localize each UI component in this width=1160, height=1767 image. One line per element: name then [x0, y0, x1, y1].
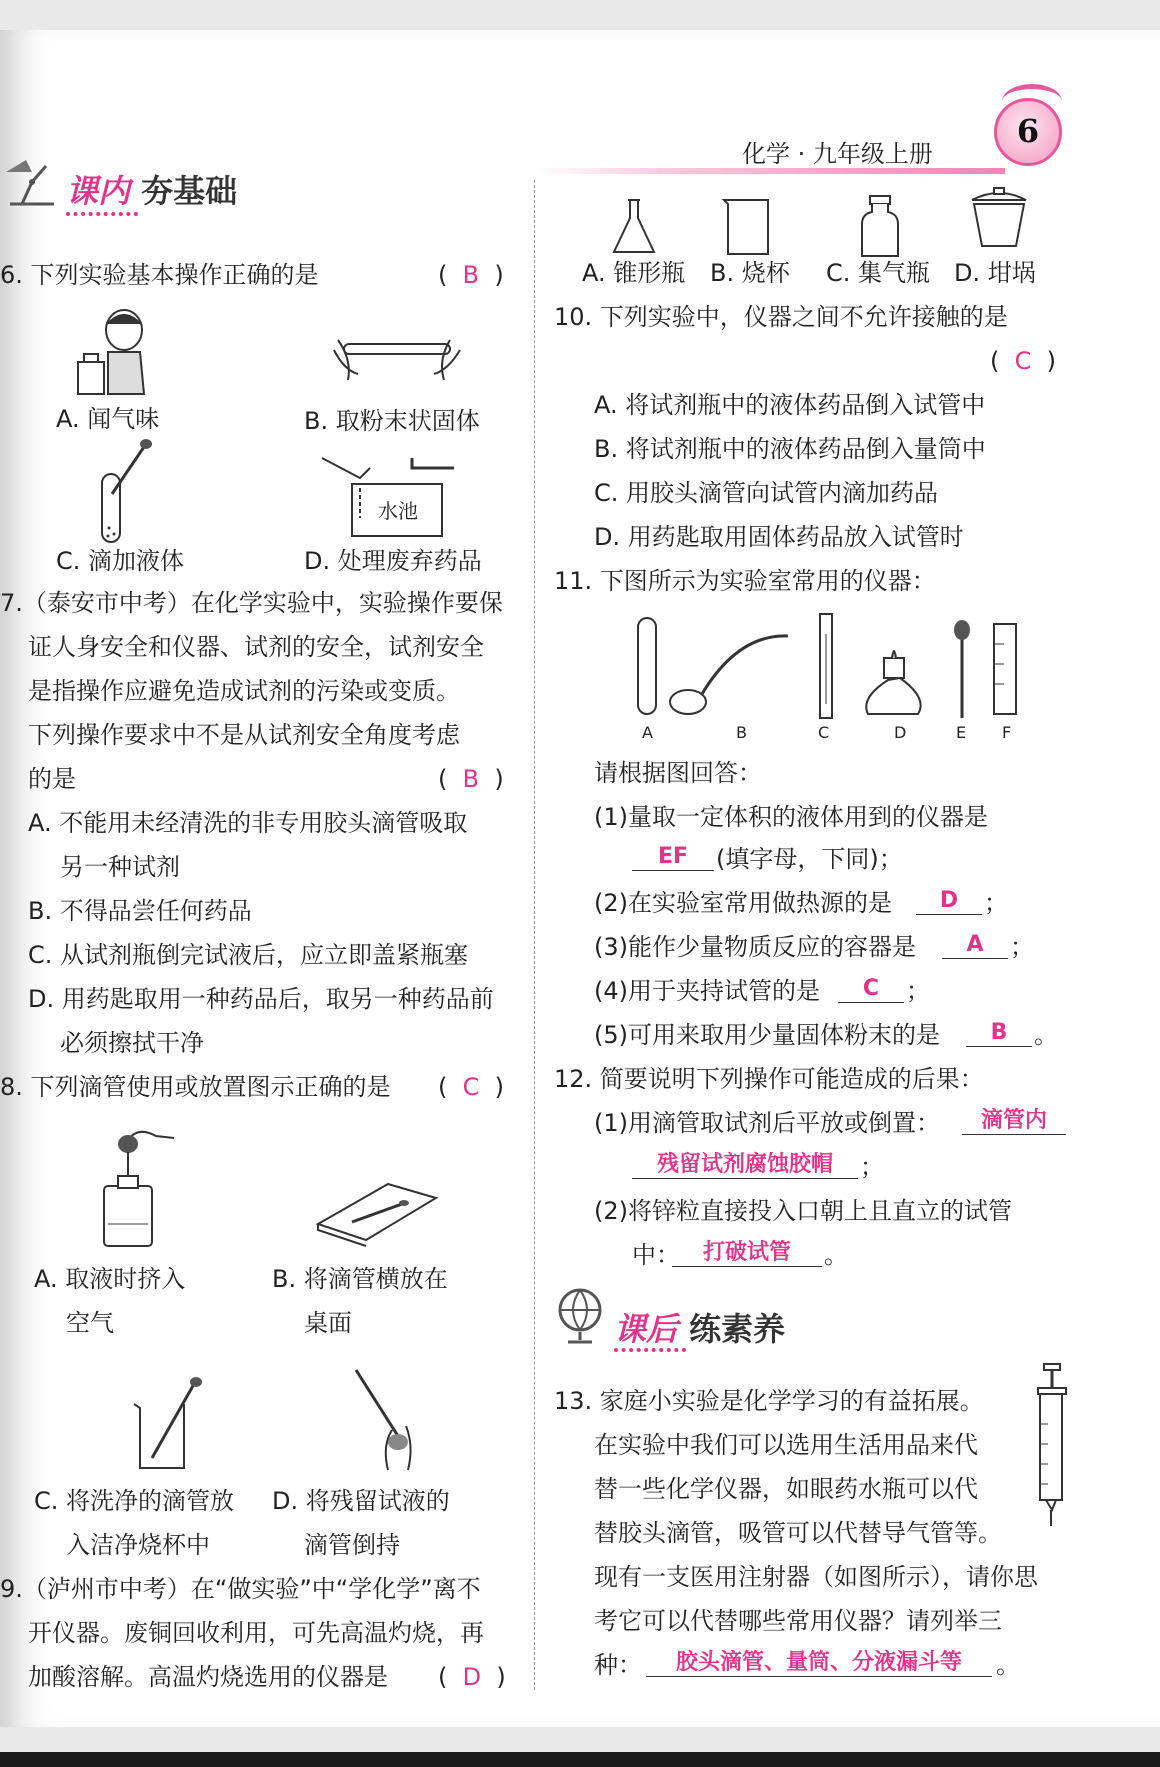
- section-after-class-dots: [614, 1348, 686, 1352]
- q7-option-a-cont: 另一种试剂: [60, 853, 180, 881]
- q8-figure-c: [132, 1374, 204, 1472]
- q10-answer: C: [1014, 347, 1032, 375]
- header-subject: 化学 · 九年级上册: [742, 140, 933, 168]
- q9-line-2: 开仪器。废铜回收利用，可先高温灼烧，再: [28, 1619, 484, 1647]
- q11-prompt: 请根据图回答：: [594, 759, 762, 787]
- q12-answer-2: 打破试管: [672, 1240, 822, 1267]
- q9-answer-bracket: ( D ): [438, 1663, 506, 1691]
- q8-option-a: A. 取液时挤入: [34, 1265, 186, 1293]
- syringe-icon: [1034, 1364, 1068, 1526]
- column-divider: [534, 180, 535, 1690]
- bottom-bar: [0, 1752, 1160, 1767]
- q11-answer-2: D: [916, 888, 982, 915]
- q8-option-b-cont: 桌面: [304, 1309, 352, 1337]
- q7-option-a: A. 不能用未经清洗的非专用胶头滴管吸取: [28, 809, 468, 837]
- q13-line-5: 现有一支医用注射器（如图所示），请你思: [594, 1563, 1038, 1591]
- q8-answer-bracket: ( C ): [438, 1073, 505, 1101]
- q13-line-1: 13. 家庭小实验是化学学习的有益拓展。: [554, 1387, 984, 1415]
- q11-instrument-figure: [628, 614, 1028, 718]
- q11-part-2-end: ；: [984, 889, 1008, 917]
- q11-part-3: (3)能作少量物质反应的容器是: [594, 933, 916, 961]
- q12-stem: 12. 简要说明下列操作可能造成的后果：: [554, 1065, 984, 1093]
- q11-fig-label-c: C: [818, 723, 830, 742]
- lamp-icon: [2, 152, 62, 212]
- q11-answer-5: B: [966, 1020, 1032, 1047]
- q9-line-3: 加酸溶解。高温灼烧选用的仪器是: [28, 1663, 388, 1691]
- q8-figure-b: [318, 1184, 436, 1240]
- q7-option-d: D. 用药匙取用一种药品后，取另一种药品前: [28, 985, 494, 1013]
- q12-answer-1b: 残留试剂腐蚀胶帽: [632, 1152, 858, 1179]
- q11-part-2: (2)在实验室常用做热源的是: [594, 889, 892, 917]
- q13-line-4: 替胶头滴管，吸管可以代替导气管等。: [594, 1519, 1002, 1547]
- q13-line-6: 考它可以代替哪些常用仪器？请列举三: [594, 1607, 1002, 1635]
- page-number: 6: [1016, 112, 1040, 150]
- q8-option-c: C. 将洗净的滴管放: [34, 1487, 235, 1515]
- q10-option-b: B. 将试剂瓶中的液体药品倒入量筒中: [594, 435, 986, 463]
- q6-option-c: C. 滴加液体: [56, 547, 185, 575]
- q9-option-a: A. 锥形瓶: [582, 259, 686, 287]
- q11-fig-label-d: D: [894, 723, 907, 742]
- globe-icon: [556, 1286, 606, 1346]
- q12-part-2-cont: 中：: [632, 1241, 680, 1269]
- worksheet-page: [0, 30, 1160, 1727]
- q11-fig-label-e: E: [956, 723, 967, 742]
- q11-fig-label-a: A: [642, 723, 653, 742]
- q9-answer: D: [462, 1663, 482, 1691]
- section-in-class-dots: [66, 212, 138, 216]
- q11-part-4: (4)用于夹持试管的是: [594, 977, 820, 1005]
- q11-part-5-end: 。: [1034, 1021, 1058, 1049]
- q9-option-c: C. 集气瓶: [826, 259, 931, 287]
- q10-option-c: C. 用胶头滴管向试管内滴加药品: [594, 479, 939, 507]
- q7-line-1: 7.（泰安市中考）在化学实验中，实验操作要保: [0, 589, 503, 617]
- q13-answer: 胶头滴管、量筒、分液漏斗等: [646, 1650, 992, 1677]
- q11-part-4-end: ；: [906, 977, 930, 1005]
- q12-part-1: (1)用滴管取试剂后平放或倒置：: [594, 1109, 940, 1137]
- q11-part-3-end: ；: [1010, 933, 1034, 961]
- q13-end: 。: [996, 1651, 1020, 1679]
- q6-option-d: D. 处理废弃药品: [304, 547, 482, 575]
- q12-part-2-end: 。: [824, 1241, 848, 1269]
- q12-part-2: (2)将锌粒直接投入口朝上且直立的试管: [594, 1197, 1012, 1225]
- q7-line-5: 的是: [28, 765, 76, 793]
- q13-line-7: 种：: [594, 1651, 642, 1679]
- q8-answer: C: [462, 1073, 480, 1101]
- q8-stem: 8. 下列滴管使用或放置图示正确的是: [0, 1073, 391, 1101]
- q8-option-c-cont: 入洁净烧杯中: [66, 1531, 210, 1559]
- q9-figure-flask: [612, 198, 656, 256]
- q6-figure-d-sink: [322, 458, 460, 538]
- q10-option-a: A. 将试剂瓶中的液体药品倒入试管中: [594, 391, 986, 419]
- q13-line-2: 在实验中我们可以选用生活用品来代: [594, 1431, 978, 1459]
- q6-option-b: B. 取粉末状固体: [304, 407, 480, 435]
- q8-option-d-cont: 滴管倒持: [304, 1531, 400, 1559]
- section-in-class-b: 夯基础: [141, 172, 238, 210]
- q7-line-2: 证人身安全和仪器、试剂的安全，试剂安全: [28, 633, 484, 661]
- q6-stem: 6. 下列实验基本操作正确的是: [0, 261, 319, 289]
- q6-figure-a-smell: [78, 306, 156, 396]
- q9-figure-beaker: [722, 198, 772, 256]
- q9-option-b: B. 烧杯: [710, 259, 790, 287]
- q9-line-1: 9.（泸州市中考）在“做实验”中“学化学”离不: [0, 1575, 481, 1603]
- q9-figure-crucible: [968, 186, 1030, 250]
- q11-answer-4: C: [838, 976, 904, 1003]
- q8-figure-a: [98, 1130, 176, 1248]
- q8-option-a-cont: 空气: [66, 1309, 114, 1337]
- q8-option-b: B. 将滴管横放在: [272, 1265, 448, 1293]
- q11-part-1: (1)量取一定体积的液体用到的仪器是: [594, 803, 988, 831]
- q7-option-c: C. 从试剂瓶倒完试液后，应立即盖紧瓶塞: [28, 941, 469, 969]
- q11-part-1-note: (填字母，下同)；: [716, 845, 903, 873]
- section-in-class-a: 课内: [66, 172, 131, 210]
- q7-option-b: B. 不得品尝任何药品: [28, 897, 252, 925]
- q11-stem: 11. 下图所示为实验室常用的仪器：: [554, 567, 936, 595]
- q7-line-3: 是指操作应避免造成试剂的污染或变质。: [28, 677, 460, 705]
- q10-answer-bracket: ( C ): [990, 347, 1057, 375]
- q8-figure-d: [352, 1366, 430, 1474]
- q12-answer-1a: 滴管内: [962, 1108, 1066, 1135]
- q11-fig-label-b: B: [736, 723, 747, 742]
- q8-option-d: D. 将残留试液的: [272, 1487, 450, 1515]
- q9-figure-gas-bottle: [860, 196, 900, 258]
- q6-answer: B: [462, 261, 480, 289]
- section-after-class-title: [614, 1304, 785, 1350]
- q13-line-3: 替一些化学仪器，如眼药水瓶可以代: [594, 1475, 978, 1503]
- q11-fig-label-f: F: [1002, 723, 1012, 742]
- q7-answer-bracket: ( B ): [438, 765, 504, 793]
- q12-part-1-end: ；: [860, 1153, 884, 1181]
- section-in-class-title: [66, 166, 237, 212]
- q11-answer-1: EF: [632, 844, 714, 871]
- q6-answer-bracket: ( B ): [438, 261, 504, 289]
- q7-option-d-cont: 必须擦拭干净: [60, 1029, 204, 1057]
- q7-line-4: 下列操作要求中不是从试剂安全角度考虑: [28, 721, 460, 749]
- q11-answer-3: A: [942, 932, 1008, 959]
- q9-option-d: D. 坩埚: [954, 259, 1036, 287]
- section-after-class-b: 练素养: [689, 1310, 786, 1348]
- q7-answer: B: [462, 765, 480, 793]
- q6-figure-b-powder: [334, 330, 460, 390]
- q11-part-5: (5)可用来取用少量固体粉末的是: [594, 1021, 940, 1049]
- q10-option-d: D. 用药匙取用固体药品放入试管时: [594, 523, 964, 551]
- q10-stem: 10. 下列实验中，仪器之间不允许接触的是: [554, 303, 1008, 331]
- q6-fig-label-sink: 水池: [378, 499, 418, 523]
- section-after-class-a: 课后: [614, 1310, 679, 1348]
- q6-option-a: A. 闻气味: [56, 405, 160, 433]
- q6-figure-c-drop: [94, 438, 156, 544]
